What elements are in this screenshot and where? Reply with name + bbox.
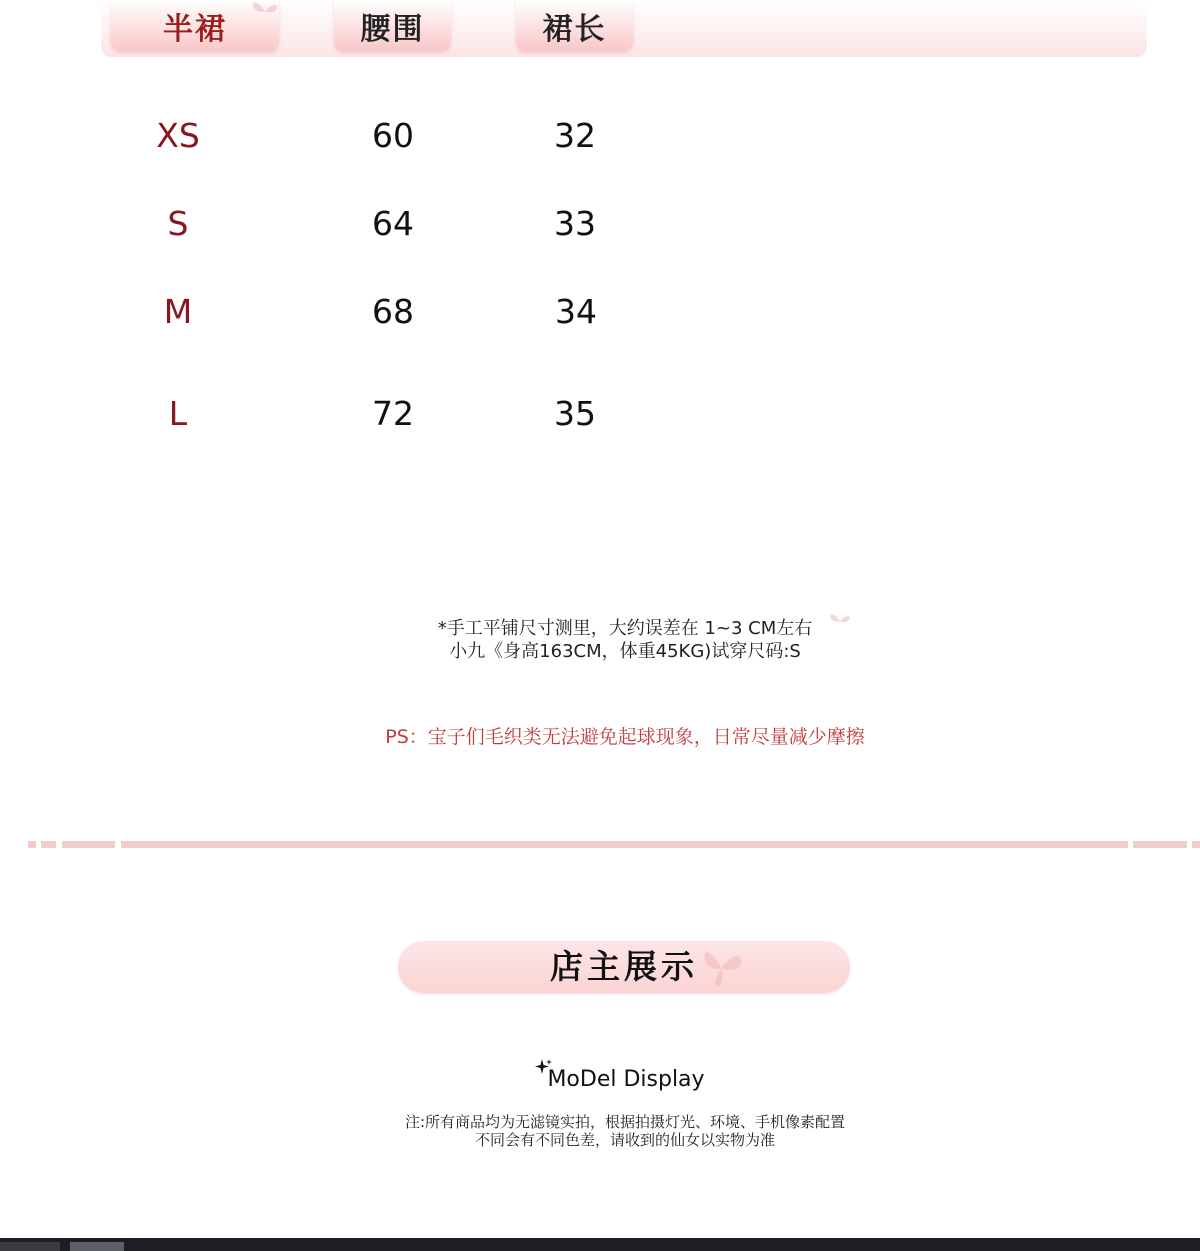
waist-cell: 72 bbox=[372, 394, 414, 433]
disclaimer-line: 不同会有不同色差，请收到的仙女以实物为准 bbox=[474, 1131, 775, 1149]
length-cell: 33 bbox=[554, 204, 596, 243]
display-title: 店主展示 bbox=[550, 947, 698, 986]
disclaimer-line: 注:所有商品均为无滤镜实拍，根据拍摄灯光、环境、手机像素配置 bbox=[404, 1113, 846, 1131]
waist-cell: 60 bbox=[372, 116, 414, 155]
model-size-note: 小九《身高163CM，体重45KG)试穿尺码:S bbox=[449, 641, 801, 662]
header-skirt-label: 半裙 bbox=[111, 0, 279, 51]
size-cell: L bbox=[168, 394, 188, 433]
header-waist-label: 腰围 bbox=[334, 0, 451, 51]
butterfly-icon bbox=[250, 0, 280, 22]
photo-strip bbox=[0, 1238, 1200, 1251]
butterfly-icon bbox=[700, 944, 746, 990]
butterfly-icon bbox=[828, 611, 852, 631]
length-cell: 32 bbox=[554, 116, 596, 155]
size-cell: S bbox=[167, 204, 189, 243]
waist-cell: 64 bbox=[372, 204, 414, 243]
section-divider bbox=[0, 841, 1200, 849]
ps-note: PS：宝子们毛织类无法避免起球现象，日常尽量减少摩擦 bbox=[385, 726, 865, 748]
header-length-label: 裙长 bbox=[516, 0, 633, 51]
waist-cell: 68 bbox=[372, 292, 414, 331]
size-cell: XS bbox=[156, 116, 200, 155]
measure-note: *手工平铺尺寸测里，大约误差在 1~3 CM左右 bbox=[437, 618, 813, 639]
size-cell: M bbox=[163, 292, 193, 331]
length-cell: 35 bbox=[554, 394, 596, 433]
length-cell: 34 bbox=[555, 292, 597, 331]
model-display-subtitle: MoDel Display bbox=[547, 1067, 705, 1092]
